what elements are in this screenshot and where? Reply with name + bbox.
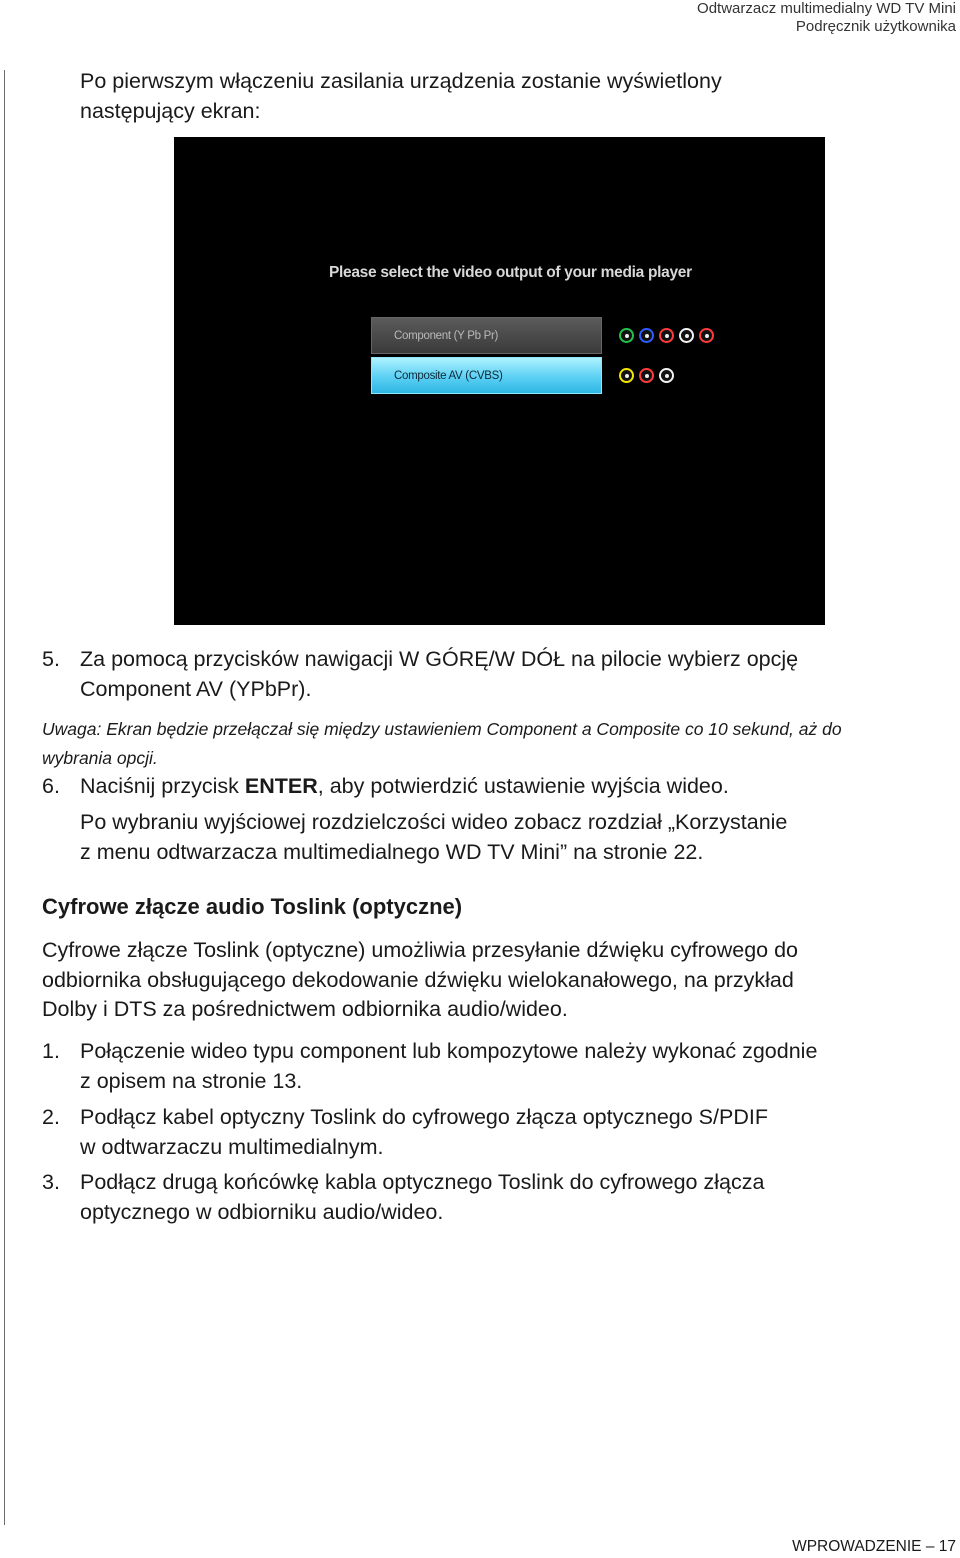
list-item-2-line-2: w odtwarzaczu multimedialnym. [80, 1134, 384, 1159]
connector-icon [619, 328, 634, 343]
margin-rule [4, 70, 5, 1525]
intro-line-1: Po pierwszym włączeniu zasilania urządzenia zostanie wyświetlony [80, 69, 722, 93]
intro-line-2: następujący ekran: [80, 98, 261, 123]
component-connectors [619, 328, 714, 344]
option-composite[interactable]: Composite AV (CVBS) [371, 357, 602, 394]
connector-icon [659, 368, 674, 383]
header-title: Odtwarzacz multimedialny WD TV Mini [697, 0, 956, 17]
header-subtitle: Podręcznik użytkownika [795, 18, 956, 35]
section-line-1: Cyfrowe złącze Toslink (optyczne) umożliwia przesyłanie dźwięku cyfrowego do [42, 938, 798, 962]
list-item-3-line-2: optycznego w odbiorniku audio/wideo. [80, 1199, 444, 1224]
connector-icon [639, 368, 654, 383]
step-5-text [80, 645, 798, 704]
section-line-2: odbiornika obsługującego dekodowanie dźwięku wielokanałowego, na przykład [42, 967, 794, 992]
note-line-1: Uwaga: Ekran będzie przełączał się między ustawieniem Component a Composite co 10 sekund, aż do [42, 719, 842, 739]
step-5-line-2: Component AV (YPbPr). [80, 676, 312, 701]
step-6-follow-2: z menu odtwarzacza multimedialnego WD TV Mini” na stronie 22. [80, 839, 704, 864]
list-item-2-line-1: Podłącz kabel optyczny Toslink do cyfrowego złącza optycznego S/PDIF [80, 1105, 768, 1129]
option-component[interactable]: Component (Y Pb Pr) [371, 317, 602, 354]
composite-connectors [619, 368, 674, 384]
step-6-pre: Naciśnij przycisk [80, 774, 245, 798]
connector-icon [639, 328, 654, 343]
step-6-text [80, 772, 729, 802]
list-item-3-number: 3. [42, 1170, 60, 1194]
running-header [697, 0, 956, 36]
tv-screenshot [174, 137, 825, 625]
connector-icon [659, 328, 674, 343]
list-item-3-line-1: Podłącz drugą końcówkę kabla optycznego Toslink do cyfrowego złącza [80, 1170, 765, 1194]
list-item-1-line-1: Połączenie wideo typu component lub kompozytowe należy wykonać zgodnie [80, 1039, 818, 1063]
step-6-follow-1: Po wybraniu wyjściowej rozdzielczości wideo zobacz rozdział „Korzystanie [80, 810, 788, 834]
step-6-followup [80, 808, 787, 867]
section-paragraph [42, 936, 798, 1025]
list-item-1 [80, 1037, 817, 1096]
screen-title: Please select the video output of your media player [329, 264, 692, 281]
page-footer: WPROWADZENIE – 17 [792, 1538, 956, 1555]
step-5-number: 5. [42, 647, 60, 671]
intro-paragraph [80, 67, 722, 126]
step-6-line-1 [80, 772, 729, 802]
list-item-3 [80, 1168, 764, 1227]
step-6-post: , aby potwierdzić ustawienie wyjścia wideo. [317, 774, 729, 798]
section-line-3: Dolby i DTS za pośrednictwem odbiornika audio/wideo. [42, 997, 568, 1021]
enter-key: ENTER [244, 774, 318, 798]
step-6-number: 6. [42, 774, 60, 798]
step-5-line-1: Za pomocą przycisków nawigacji W GÓRĘ/W DÓŁ na pilocie wybierz opcję [80, 647, 799, 671]
note [42, 715, 942, 772]
list-item-2-number: 2. [42, 1105, 60, 1129]
list-item-1-line-2: z opisem na stronie 13. [80, 1068, 303, 1093]
list-item-1-number: 1. [42, 1039, 60, 1063]
section-heading: Cyfrowe złącze audio Toslink (optyczne) [42, 894, 463, 919]
list-item-2 [80, 1103, 768, 1162]
connector-icon [699, 328, 714, 343]
connector-icon [679, 328, 694, 343]
connector-icon [619, 368, 634, 383]
note-line-2: wybrania opcji. [42, 747, 158, 768]
